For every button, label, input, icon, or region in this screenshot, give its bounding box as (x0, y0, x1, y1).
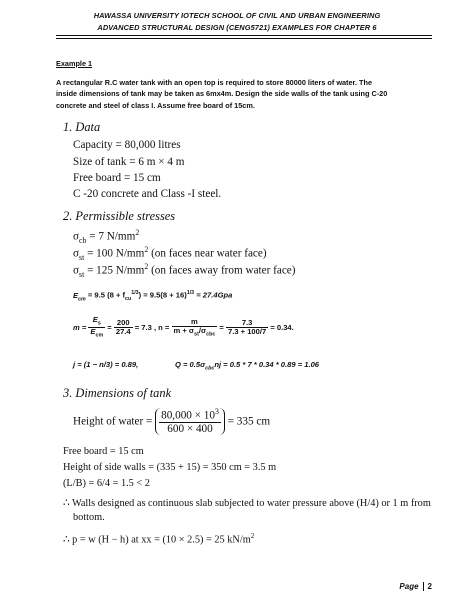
section-2-heading: 2. Permissible stresses (63, 209, 176, 223)
statement-line-2: inside dimensions of tank may be taken as 6mx4m. Design the side walls of the tank using C-20 (56, 89, 388, 98)
height-of-water-equation: Height of water = $\frac{80,000 \times 10^3}{600 \times 400}$ = 335 cm (73, 407, 271, 436)
height-fraction-bracket: $\frac{80,000 \times 10^3}{600 \times 400}$ (155, 408, 225, 435)
header-rule-bottom (56, 38, 432, 39)
statement-line-1: A rectangular R.C water tank with an open top is required to store 80000 liters of water. The (56, 78, 373, 87)
equation-ecm: $E_{cm} = 9.5$ $(8 + f_{cu}^{1/3}) = 9.5(8 + 16)^{1/3} = 27.4Gpa$ (73, 290, 233, 303)
page-number: Page 2 (399, 582, 432, 591)
equation-q: $Q = 0.5\sigma_{cbc}nj = 0.5 * 7 * 0.34 * 0.89 = 1.06$ (175, 360, 320, 372)
stress-line-cb: $\sigma_{cb} = 7$ $N/mm^2$ (73, 228, 140, 245)
freeboard-line: Free board = 15 cm (63, 446, 144, 457)
therefore-pressure: ∴ p = w (H − h) at xx = (10 × 2.5) = 25 $kN/m^2$ (63, 532, 255, 546)
data-line-materials: C -20 concrete and Class -I steel. (73, 188, 222, 200)
header-line-2: ADVANCED STRUCTURAL DESIGN (CENG5721) EXAMPLES FOR CHAPTER 6 (97, 23, 377, 32)
fraction-200-274: $\frac{200}{27.4}$ (115, 318, 131, 337)
equation-j: j = (1 − n/3) = 0.89, (73, 360, 139, 369)
stress-line-st-away: $\sigma_{st} = 125$ $N/mm^2$ (on faces away from water face) (73, 262, 296, 279)
example-title: Example 1 (56, 59, 93, 68)
fraction-n-value: $\frac{7.3}{7.3 + 100/7}$ (227, 318, 267, 337)
fraction-es-ecm: $\frac{E_s}{E_{cm}}$ (90, 315, 104, 339)
fraction-n-formula: $\frac{m}{m + \sigma_{st}/\sigma_{cbc}}$ (173, 316, 216, 338)
data-line-capacity: Capacity = 80,000 litres (73, 139, 181, 151)
therefore-bottom: bottom. (73, 512, 105, 523)
section-3-heading: 3. Dimensions of tank (63, 386, 172, 400)
page-separator (423, 582, 424, 591)
section-1-heading: 1. Data (63, 120, 101, 134)
stress-line-st-near: $\sigma_{st} = 100$ $N/mm^2$ (on faces near water face) (73, 245, 267, 262)
statement-line-3: concrete and steel of class I. Assume free board of 15cm. (56, 101, 255, 110)
equation-m-n: m = $\frac{E_s}{E_{cm}}$ = $\frac{200}{27.4}$ = 7.3 , n = $\frac{m}{m + \sigma_{st}/\sigma_{cbc}}$ = $\frac{7.3}{7.3 + 100/7}$ = 0.34. (73, 315, 294, 339)
data-line-freeboard: Free board = 15 cm (73, 172, 161, 184)
header-rule-top (56, 35, 432, 36)
ratio-line: (L/B) = 6/4 = 1.5 < 2 (63, 478, 150, 489)
therefore-continuous-slab: ∴ Walls designed as continuous slab subjected to water pressure above (H/4) or 1 m from (63, 498, 431, 509)
header-line-1: HAWASSA UNIVERSITY IOTECH SCHOOL OF CIVIL AND URBAN ENGINEERING (93, 11, 381, 20)
side-wall-height-line: Height of side walls = (335 + 15) = 350 cm = 3.5 m (63, 462, 277, 473)
data-line-size: Size of tank = 6 m × 4 m (73, 156, 185, 168)
